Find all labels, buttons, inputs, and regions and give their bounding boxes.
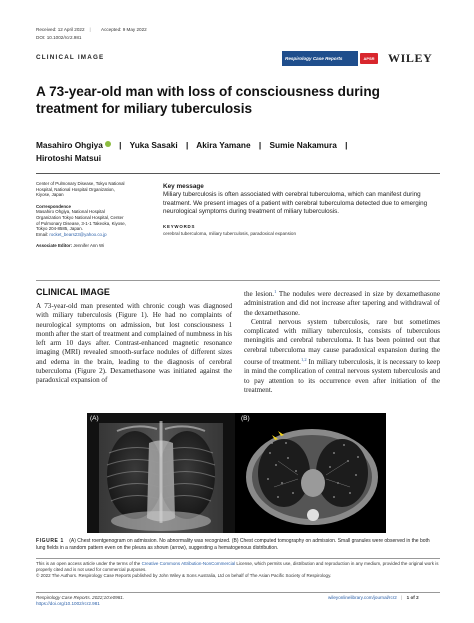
journal-banner[interactable] (282, 51, 358, 66)
footer-divider (36, 592, 440, 593)
body-right-column (244, 287, 440, 395)
license-text-part: This is an open access article under the terms of the (36, 561, 142, 566)
affiliation-block (36, 181, 126, 249)
keywords-list: cerebral tuberculoma, miliary tuberculosis, paradoxical expansion (163, 230, 297, 236)
author-separator: | (185, 140, 189, 150)
orcid-icon[interactable] (105, 141, 111, 147)
correspondence-heading: Correspondence (36, 203, 71, 209)
body-text: the lesion. (244, 290, 275, 298)
figure-caption (36, 538, 440, 551)
key-message-text: Miliary tuberculosis is often associated with cerebral tuberculoma, which can manifest during treatment. We present images of a patient with cerebral tuberculoma detected due to emerging neurological symptoms during treatment of miliary tuberculosis. (163, 191, 428, 216)
citation-ref[interactable]: 1 (274, 289, 277, 294)
page-number: 1 of 2 (406, 595, 419, 600)
author-separator: | (345, 140, 348, 150)
body-text: The nodules were decreased in size by dexamethasone administration and did not increase after tapering and withdrawal of the dexamethasone. (244, 290, 440, 317)
email-link[interactable]: rocket_bears23@yahoo.co.jp (49, 231, 107, 237)
author-separator: | (119, 140, 122, 150)
footer-citation: Respirology Case Reports. 2022;10:e0981. (36, 595, 125, 600)
received-date: Received: 12 April 2022 (36, 27, 85, 32)
footer-doi-link[interactable]: https://doi.org/10.1002/rcr2.981 (36, 600, 100, 606)
footer-citation-block (36, 595, 256, 607)
author-name[interactable]: Yuka Sasaki (129, 140, 178, 150)
wiley-logo: WILEY (388, 51, 433, 65)
accepted-date: Accepted: 9 May 2022 (101, 27, 147, 32)
author-name[interactable]: Akira Yamane (196, 140, 251, 150)
associate-editor-name: Jennifer Ann Wi (73, 243, 105, 249)
author-name[interactable]: Hirotoshi Matsui (36, 153, 101, 163)
body-text: In miliary tuberculosis, it is necessary to keep in mind the complication of central nervous system tuberculosis and to pay attention to its occurrence even after initiation of the treatment. (244, 358, 441, 394)
title-divider (36, 173, 440, 174)
key-message-heading: Key message (163, 183, 204, 190)
license-text (36, 561, 440, 572)
author-separator: | (258, 140, 262, 150)
correspondence-email (36, 232, 126, 238)
body-left-column (36, 302, 232, 386)
date-separator: | (89, 27, 91, 32)
chest-ct-image (238, 413, 386, 533)
figure-1 (87, 413, 386, 533)
associate-editor-label: Associate Editor: (36, 243, 73, 249)
article-type-label: CLINICAL IMAGE (36, 54, 105, 61)
license-link[interactable]: Creative Commons Attribution-NonCommercial (141, 561, 236, 566)
copyright-text: © 2022 The Authors. Respirology Case Reports published by John Wiley & Sons Australia, Ltd on behalf of The Asian Pacific Society of Respirology. (36, 573, 332, 579)
section-heading: CLINICAL IMAGE (36, 287, 110, 297)
license-text-part: License, which permits use, distribution and reproduction in any medium, provided the original work is properly cited and is not used for commercial purposes. (36, 561, 439, 572)
correspondence-text: Masahiro Ohgiya, National Hospital Organization Tokyo National Hospital, Center of Pulmonary Disease, 3-1-1 Takeoka, Kiyose, Tokyo 204-8585, Japan. (36, 209, 126, 232)
panel-a-label: (A) (90, 415, 99, 422)
author-name[interactable]: Masahiro Ohgiya (36, 140, 103, 150)
journal-url-link[interactable]: wileyonlinelibrary.com/journal/rcr2 (328, 595, 397, 600)
figure-caption-text: (A) Chest roentgenogram on admission. No abnormality was recognized. (B) Chest computed tomography on admission. Small granules were observed in the both lung fields in a random pattern even on the pleura as shown (arrow), suggesting a hematogenous distribution. (36, 538, 430, 551)
citation-ref[interactable]: 1,2 (300, 357, 307, 363)
footer-journal-link (328, 595, 419, 601)
article-title: A 73-year-old man with loss of consciousness during treatment for miliary tuberculosis (36, 84, 380, 116)
article-dates (36, 27, 286, 32)
body-paragraph (244, 287, 440, 318)
panel-b-label: (B) (241, 415, 250, 422)
apsr-logo: APSR (360, 53, 378, 64)
affiliation-1: Center of Pulmonary Disease, Tokyo National Hospital, National Hospital Organization, Kiyose, Japan (36, 181, 125, 198)
body-text: Central nervous system tuberculosis, rare but sometimes complicated with miliary tuberculosis, consists of tuberculous meningitis and cerebral tuberculoma. It has been pointed out that cerebral tuberculoma may cause paradoxical expansion during the course of treatment. (244, 317, 440, 367)
license-block (36, 561, 440, 579)
author-list (36, 139, 436, 165)
article-doi: DOI: 10.1002/rcr2.981 (36, 35, 82, 40)
license-divider (36, 558, 440, 559)
header-divider (36, 280, 440, 281)
email-label: Email: (36, 231, 50, 237)
journal-banner-title: Respirology Case Reports (285, 56, 343, 61)
page-separator: | (401, 595, 403, 600)
chest-xray-image (87, 413, 235, 533)
author-name[interactable]: Sumie Nakamura (269, 140, 337, 150)
body-paragraph (244, 318, 440, 395)
keywords-heading: KEYWORDS (163, 223, 196, 229)
body-paragraph: A 73-year-old man presented with chronic cough was diagnosed with miliary tuberculosis (Figure 1). He had no complaints of neurological symptoms on admission, but lost consciousness 1 month after the start of treatment and complained of numbness in his left arm 10 days after. Contrast-enhanced magnetic resonance imaging (MRI) revealed smooth-surface nodules of different sizes and edema in the brain, leading to the diagnosis of cerebral tuberculoma (Figure 2). Dexamethasone was initiated against the paradoxical expansion of (36, 302, 232, 385)
figure-caption-label: FIGURE 1 (36, 538, 64, 544)
author-line-1 (36, 139, 436, 152)
key-message-box (163, 183, 439, 236)
associate-editor (36, 243, 126, 249)
